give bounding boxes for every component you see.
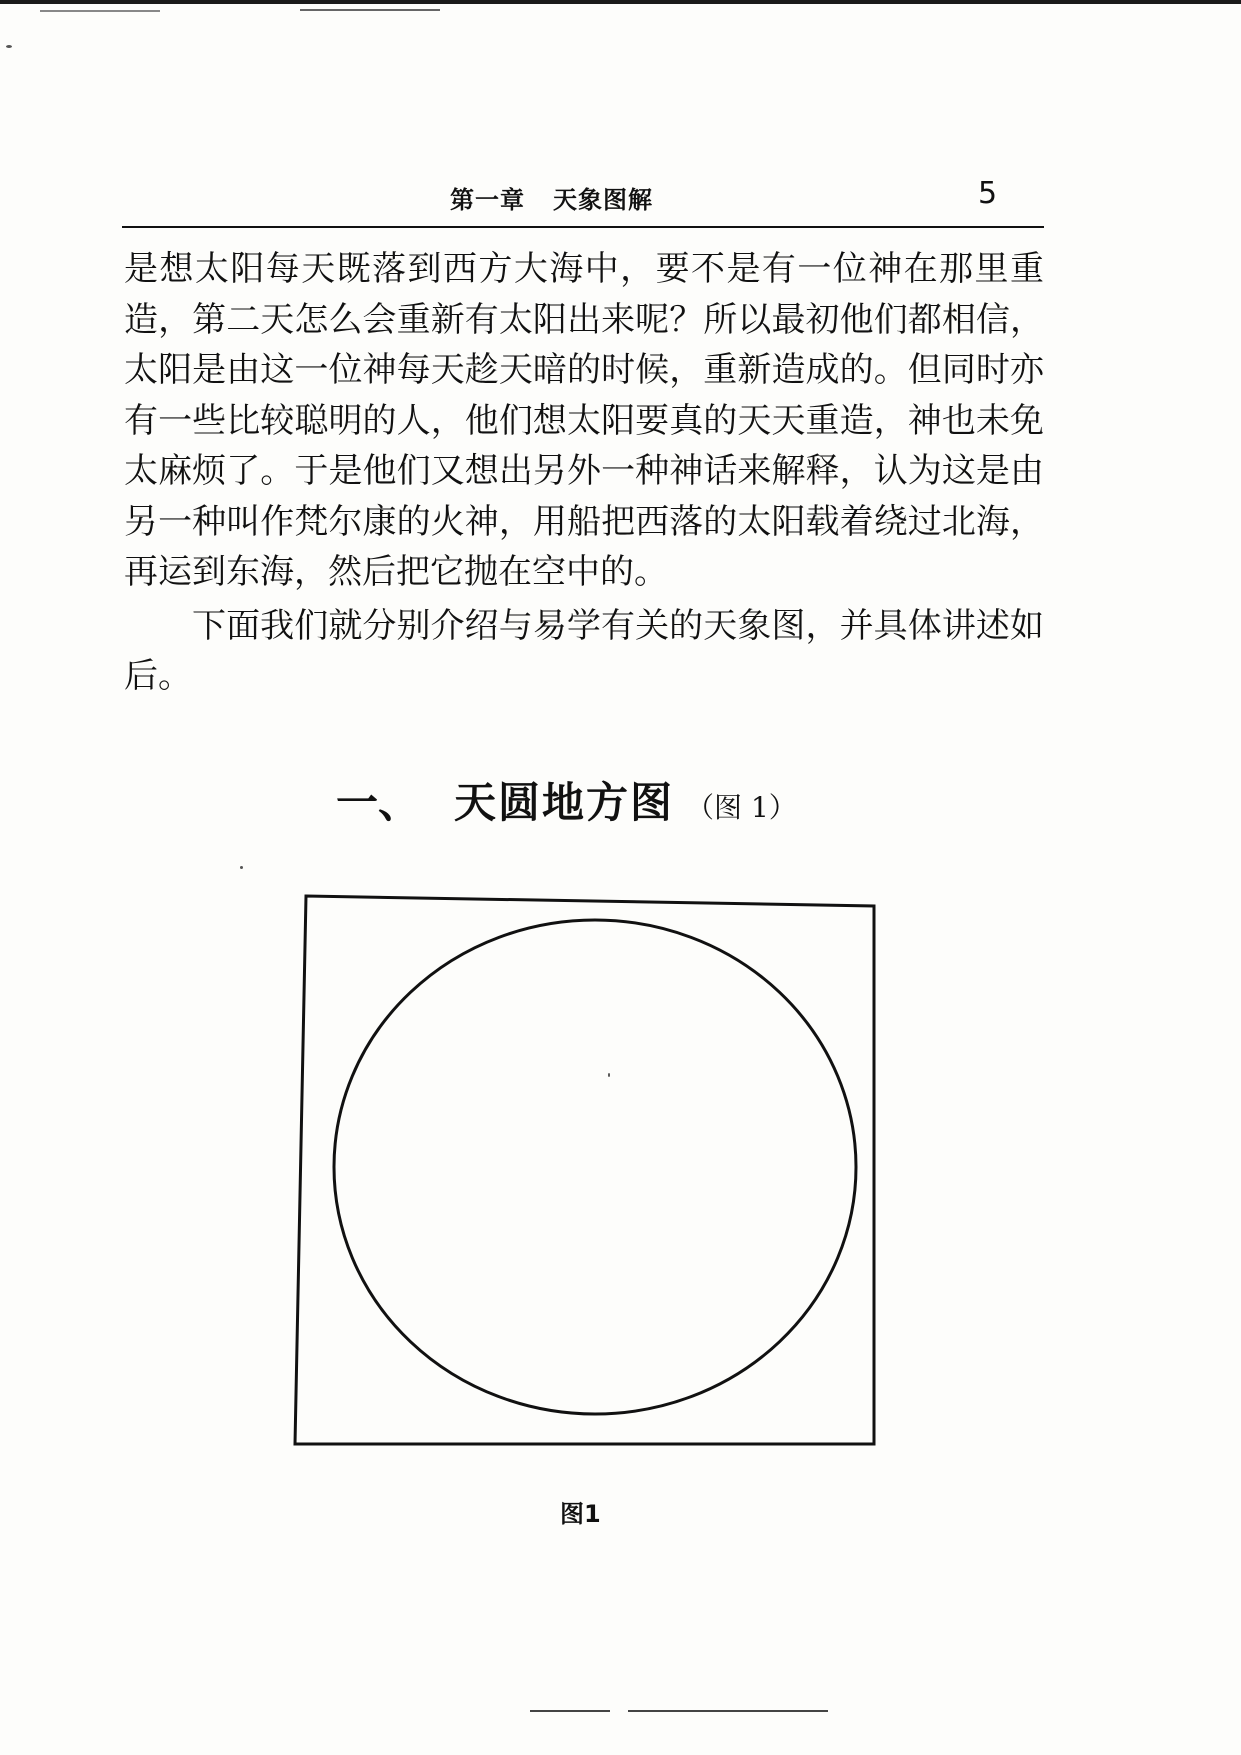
section-heading — [336, 770, 797, 830]
paragraph: 是想太阳每天既落到西方大海中，要不是有一位神在那里重造，第二天怎么会重新有太阳出来呢？所以最初他们都相信，太阳是由这一位神每天趁天暗的时候，重新造成的。但同时亦有一些比较聪明的人，他们想太阳要真的天天重造，神也未免太麻烦了。于是他们又想出另外一种神话来解释，认为这是由另一种叫作梵尔康的火神，用船把西落的太阳载着绕过北海，再运到东海，然后把它抛在空中的。 — [124, 249, 1044, 592]
body-text — [124, 244, 1044, 702]
figure-drawing — [290, 892, 880, 1452]
scan-edge-bottom — [628, 1710, 828, 1712]
figure-reference: （图 1） — [686, 791, 797, 824]
page-number: 5 — [978, 176, 998, 211]
figure-circle — [334, 920, 856, 1414]
scan-speck — [240, 866, 243, 869]
heaven-round-earth-square-figure — [290, 892, 880, 1452]
scan-edge-fragment — [40, 10, 160, 12]
header-rule — [122, 226, 1044, 228]
scan-edge-fragment — [300, 9, 440, 11]
scan-speck — [6, 45, 12, 48]
section-number: 一 — [336, 778, 379, 827]
section-title: 天圆地方图 — [454, 778, 675, 827]
chapter-label: 第一章 — [450, 185, 525, 214]
scan-edge-top — [0, 0, 1241, 4]
chapter-title: 天象图解 — [553, 185, 653, 214]
figure-square — [295, 896, 874, 1444]
figure-caption: 图1 — [560, 1500, 601, 1528]
running-title — [450, 180, 653, 215]
scan-edge-bottom — [530, 1710, 610, 1712]
section-separator: 、 — [378, 778, 421, 827]
running-head — [0, 176, 1241, 220]
paragraph: 下面我们就分别介绍与易学有关的天象图，并具体讲述如后。 — [124, 605, 1044, 696]
